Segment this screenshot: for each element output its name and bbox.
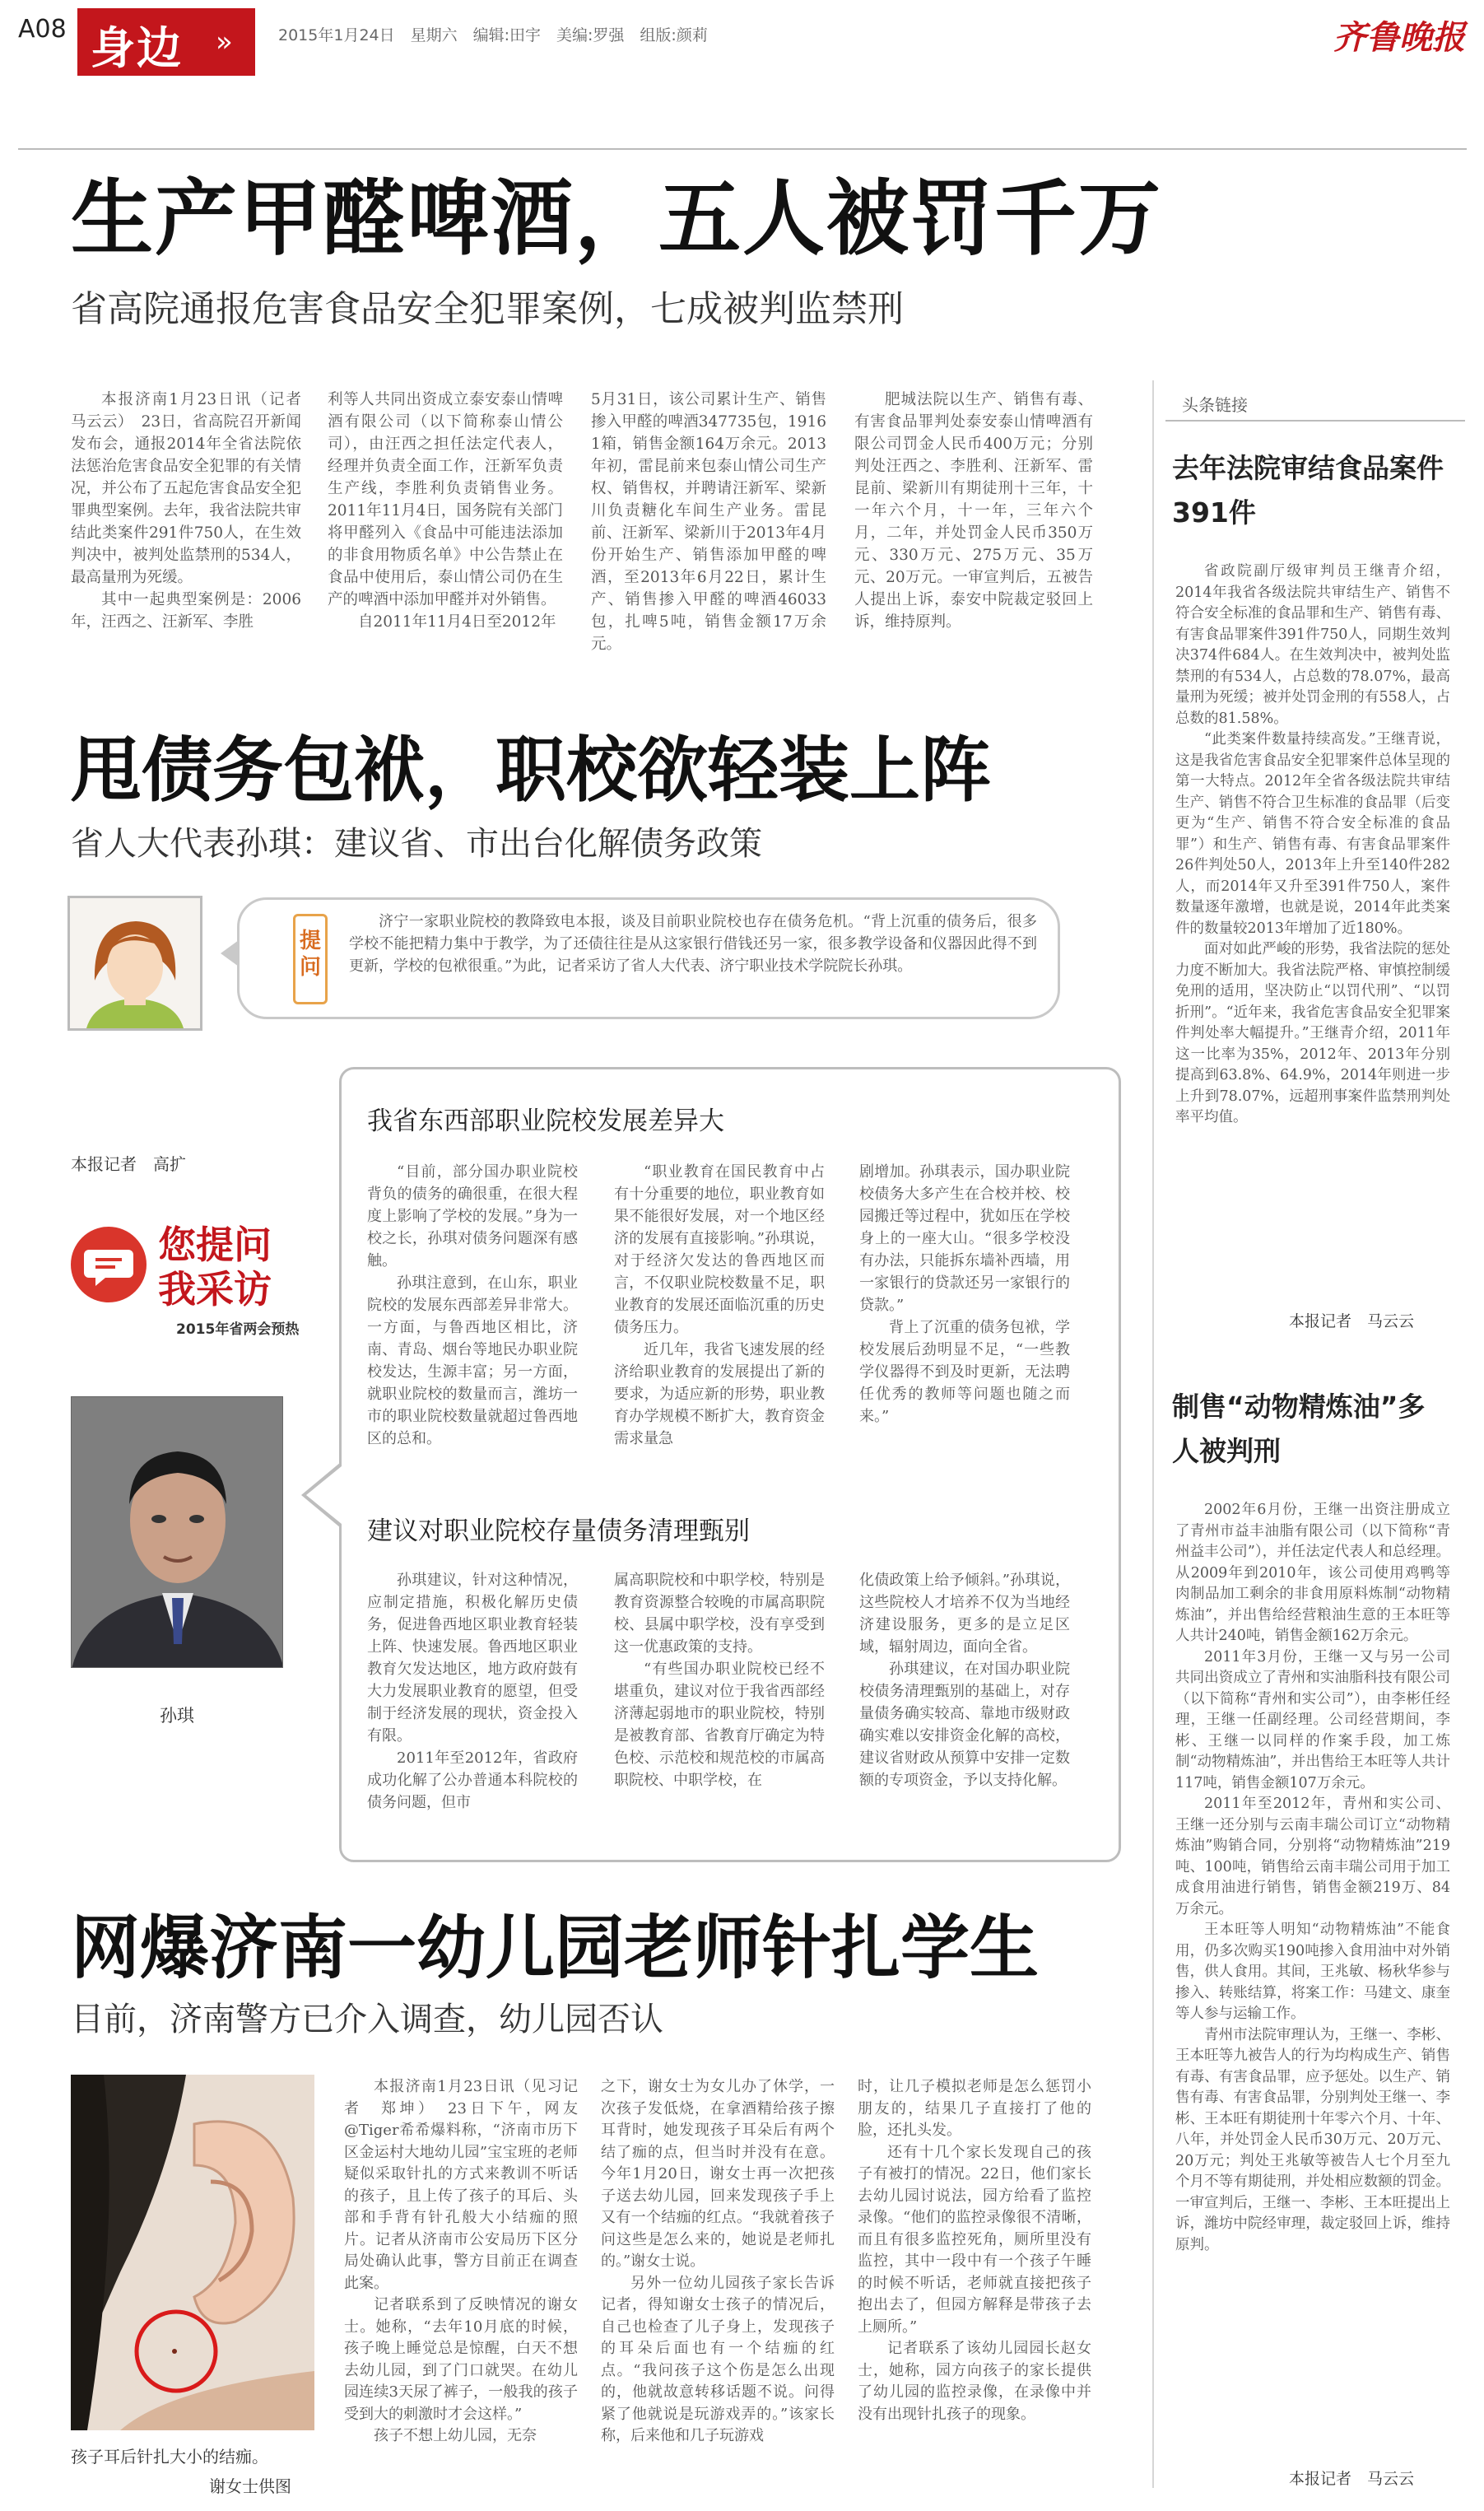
story3-column-1 [344,2076,578,2488]
story2-headline: 甩债务包袱，职校欲轻装上阵 [71,729,991,812]
paragraph: 自2011年11月4日至2012年 [358,613,556,631]
paragraph: 化债政策上给予倾斜。”孙琪说，这些院校人才培养不仅为当地经济建设服务，更多的是立足区域，辐射周边，面向全省。 [859,1572,1070,1656]
story1-subheadline: 省高院通报危害食品安全犯罪案例，七成被判监禁刑 [71,288,904,330]
paragraph: “职业教育在国民教育中占有十分重要的地位，职业教育如果不能很好发展，对一个地区经济的发展有直接影响。”孙琪说，对于经济欠发达的鲁西地区而言，不仅职业院校数量不足，职业教育的发展还面临沉重的历史债务压力。 [614,1163,825,1336]
paragraph: 省政院副厅级审判员王继青介绍，2014年我省各级法院共审结生产、销售不符合安全标准的食品罪和生产、销售有毒、有害食品罪案件391件750人，同期生效判决374件684人。在生效判决中，被判处监禁刑的有534人，占总数的78.07%，最高量刑为死缓；被并处罚金刑的有558人，占总数的81.58%。 [1175,563,1450,727]
badge-line-1: 您提问 [158,1223,272,1267]
paragraph: 孙琪建议，针对这种情况，应制定措施，积极化解历史债务，促进鲁西地区职业教育轻装上阵、快速发展。鲁西地区职业教育欠发达地区，地方政府鼓有大力发展职业教育的愿望，但受制于经济发展的现状，资金投入有限。 [367,1572,578,1745]
section-title-1: 我省东西部职业院校发展差异大 [367,1106,724,1136]
sidebar-title-1: 去年法院审结食品案件391件 [1172,452,1444,529]
s1-column-3 [859,1161,1070,1480]
section-name: 身边 [91,22,183,74]
question-tag: 提问 [293,914,328,1004]
paragraph: 之下，谢女士为女儿办了休学，一次孩子发低烧，在拿酒精给孩子擦耳背时，她发现孩子耳朵后有两个结了痂的点，但当时并没有在意。今年1月20日，谢女士再一次把孩子送去幼儿园，回来发现孩子手上又有一个结痂的红点。“我就着孩子问这些是怎么来的，她说是老师扎的。”谢女士说。 [601,2078,835,2270]
sidebar-byline-2: 本报记者 马云云 [1288,2470,1414,2488]
story3-headline: 网爆济南一幼儿园老师针扎学生 [71,1908,1040,1988]
paragraph: 面对如此严峻的形势，我省法院的惩处力度不断加大。我省法院严格、审慎控制缓免刑的适用，坚决防止“以罚代刑”、“以罚折刑”。“近年来，我省危害食品安全犯罪案件判处率大幅提升。”王继青介绍，2011年这一比率为35%，2012年、2013年分别提高到63.8%、64.9%，2014年则进一步上升到78.07%，远超刑事案件监禁刑判处率平均值。 [1175,941,1450,1125]
story2-byline: 本报记者 高扩 [71,1154,186,1174]
interviewee-caption: 孙琪 [160,1706,194,1726]
question-text [349,911,1037,1013]
badge-caption: 2015年省两会预热 [176,1321,300,1338]
header-divider [18,148,1467,150]
paragraph: 利等人共同出资成立泰安泰山情啤酒有限公司（以下简称泰山情公司），由汪西之担任法定代表人，经理并负责全面工作，汪新军负责生产线，李胜利负责销售业务。2011年11月4日，国务院有关部门将甲醛列入《食品中可能违法添加的非食用物质名单》中公告禁止在食品中使用后，泰山情公司仍在生产的啤酒中添加甲醛并对外销售。 [328,391,563,608]
reader-avatar [67,896,202,1031]
speech-bubble-icon [71,1227,147,1302]
portrait-icon [72,1397,283,1668]
s2-column-1 [367,1569,578,1844]
paragraph: 孙琪建议，在对国办职业院校债务清理甄别的基础上，对存量债务确实较高、靠地市级财政确实难以安排资金化解的高校，建议省财政从预算中安排一定数额的专项资金，予以支持化解。 [859,1661,1070,1789]
paragraph: 王本旺等人明知“动物精炼油”不能食用，仍多次购买190吨掺入食用油中对外销售，供人食用。其间，王兆敏、杨秋华参与掺入、转账结算，将案工作：马建文、康奎等人参与运输工作。 [1175,1922,1450,2022]
paragraph: 背上了沉重的债务包袱，学校发展后劲明显不足，“一些教学仪器得不到及时更新，无法聘任优秀的教师等问题也随之而来。” [859,1319,1070,1425]
sidebar-divider [1152,380,1154,2488]
avatar-icon [70,898,200,1028]
paragraph: 剧增加。孙琪表示，国办职业院校债务大多产生在合校并校、校园搬迁等过程中，犹如压在学校身上的一座大山。“很多学校没有办法，只能拆东墙补西墙，用一家银行的贷款还另一家银行的贷款。” [859,1163,1070,1314]
story1-column-1 [71,389,301,657]
paragraph: 孩子不想上幼儿园，无奈 [374,2427,537,2444]
paragraph: 近几年，我省飞速发展的经济给职业教育的发展提出了新的要求，为适应新的形势，职业教育办学规模不断扩大，教育资金需求量急 [614,1341,825,1447]
story1-column-2 [328,389,563,657]
paragraph: 2011年至2012年，省政府成功化解了公办普通本科院校的债务问题，但市 [367,1749,578,1811]
masthead-logo: 齐鲁晚报 [1333,18,1465,57]
interviewee-photo [71,1396,283,1668]
ear-photo-caption: 孩子耳后针扎大小的结痂。 [71,2447,268,2467]
s2-column-2 [614,1569,825,1844]
ear-photo [71,2075,314,2430]
story1-column-4 [854,389,1093,657]
story3-column-3 [858,2076,1091,2488]
story2-subheadline: 省人大代表孙琪：建议省、市出台化解债务政策 [71,825,762,863]
paragraph: 济宁一家职业院校的教降致电本报，谈及目前职业院校也存在债务危机。“背上沉重的债务后，很多学校不能把精力集中于教学，为了还债往往是从这家银行借钱还另一家，很多教学设备和仪器因此得不到更新，学校的包袱很重。”为此，记者采访了省人大代表、济宁职业技术学院院长孙琪。 [349,913,1037,975]
paragraph: 肥城法院以生产、销售有毒、有害食品罪判处泰安泰山情啤酒有限公司罚金人民币400万元；分别判处汪西之、李胜利、汪新军、雷昆前、梁新川有期徒刑十三年，十一年六个月，十一年，三年六个月，二年，并处罚金人民币350万元、330万元、275万元、35万元、20万元。一审宣判后，五被告人提出上诉，泰安中院裁定驳回上诉，维持原判。 [854,391,1093,631]
sidebar-body-1 [1175,561,1450,1307]
story3-subheadline: 目前，济南警方已介入调查，幼儿园否认 [71,2001,663,2038]
bubble-pointer [221,940,239,967]
s2-column-3 [859,1569,1070,1844]
box-pointer-inner [306,1466,342,1524]
sidebar-label: 头条链接 [1182,395,1248,415]
paragraph: 2011年3月份，王继一又与另一公司共同出资成立了青州和实油脂科技有限公司（以下简称“青州和实公司”），由李彬任经理，王继一任副经理。公司经营期间，李彬、王继一以同样的作案手段，加工炼制“动物精炼油”，并出售给王本旺等人共计117吨，销售金额107万余元。 [1175,1648,1450,1791]
paragraph: “有些国办职业院校已经不堪重负，建议对位于我省西部经济薄起弱地市的职业院校，特别是被教育部、省教育厅确定为特色校、示范校和规范校的市属高职院校、中职学校，在 [614,1661,825,1789]
chevron-right-icon: » [216,26,233,58]
ear-photo-credit: 谢女士供图 [209,2476,291,2496]
paragraph: 2011年至2012年，青州和实公司、王继一还分别与云南丰瑞公司订立“动物精炼油”购销合同，分别将“动物精炼油”219吨、100吨，销售给云南丰瑞公司用于加工成食用油进行销售，销售金额219万、84万余元。 [1175,1796,1450,1917]
story1-column-3 [591,389,826,657]
paragraph: 属高职院校和中职学校，特别是教育资源整合较晚的市属高职院校、县属中职学校，没有享受到这一优惠政策的支持。 [614,1572,825,1656]
paragraph: 还有十几个家长发现自己的孩子有被打的情况。22日，他们家长去幼儿园讨说法，园方给看了监控录像。“他们的监控录像很不清晰，而且有很多监控死角，厕所里没有监控，其中一段中有一个孩子午睡的时候不听话，老师就直接把孩子抱出去了，但园方解释是带孩子去上厕所。” [858,2143,1091,2336]
paragraph: 记者联系了该幼儿园园长赵女士，她称，园方向孩子的家长提供了幼儿园的监控录像，在录像中并没有出现针扎孩子的现象。 [858,2340,1091,2423]
paragraph: 记者联系到了反映情况的谢女士。她称，“去年10月底的时候，孩子晚上睡觉总是惊醒，白天不想去幼儿园，到了门口就哭。在幼儿园连续3天尿了裤子，一般我的孩子受到大的刺激时才会这样。” [344,2296,578,2423]
sidebar-label-rule [1165,420,1465,422]
photo-icon [71,2075,314,2430]
paragraph: 其中一起典型案例是：2006年，汪西之、汪新军、李胜 [71,591,301,631]
story1-headline: 生产甲醛啤酒，五人被罚千万 [71,170,1162,267]
paragraph: “此类案件数量持续高发。”王继青说，这是我省危害食品安全犯罪案件总体呈现的第一大特点。2012年全省各级法院共审结生产、销售不符合卫生标准的食品罪（后变更为“生产、销售不符合安全标准的食品罪”）和生产、销售有毒、有害食品罪案件26件判处50人，2013年上升至140件282人，而2014年又升至391件750人，案件数量逐年激增，也就是说，2014年此类案件的数量较2013年增加了近180%。 [1175,731,1450,937]
paragraph: “目前，部分国办职业院校背负的债务的确很重，在很大程度上影响了学校的发展。”身为一校之长，孙琪对债务问题深有感触。 [367,1163,578,1269]
paragraph: 另外一位幼儿园孩子家长告诉记者，得知谢女士孩子的情况后，自己也检查了儿子身上，发现孩子的耳朵后面也有一个结痂的红点。“我问孩子这个伤是怎么出现的，他就故意转移话题不说。问得紧了他就说是玩游戏弄的。”该家长称，后来他和几子玩游戏 [601,2274,835,2444]
paragraph: 孙琪注意到，在山东，职业院校的发展东西部差异非常大。一方面，与鲁西地区相比，济南、青岛、烟台等地民办职业院校发达，生源丰富；另一方面，就职业院校的数量而言，潍坊一市的职业院校数量就超过鲁西地区的总和。 [367,1274,578,1447]
paragraph: 青州市法院审理认为，王继一、李彬、王本旺等九被告人的行为均构成生产、销售有毒、有害食品罪，应予惩处。以生产、销售有毒、有害食品罪，分别判处王继一、李彬、王本旺有期徒刑十年零六个月、十年、八年，并处罚金人民币30万元、20万元、20万元；判处王兆敏等被告人七个月至九个月不等有期徒刑，并处相应数额的罚金。一审宣判后，王继一、李彬、王本旺提出上诉，潍坊中院经审理，裁定驳回上诉，维持原判。 [1175,2026,1450,2253]
issue-meta: 2015年1月24日 星期六 编辑:田宇 美编:罗强 组版:颜莉 [278,26,708,44]
sidebar-body-2 [1175,1500,1450,2463]
s1-column-2 [614,1161,825,1480]
paragraph: 时，让几子模拟老师是怎么惩罚小朋友的，结果几子直接打了他的脸，还扎头发。 [858,2078,1091,2139]
s1-column-1 [367,1161,578,1480]
paragraph: 5月31日，该公司累计生产、销售掺入甲醛的啤酒347735包，1916 1箱，销售金额164万余元。2013年初，雷昆前来包泰山情公司生产权、销售权，并聘请汪新军、梁新川负责糖化车间生产业务。雷昆前、汪新军、梁新川于2013年4月份开始生产、销售添加甲醛的啤酒，至2013年6月22日，累计生产、销售掺入甲醛的啤酒46033包，扎啤5吨，销售金额17万余元。 [591,391,826,653]
badge-line-2: 我采访 [158,1267,272,1311]
paragraph: 2002年6月份，王继一出资注册成立了青州市益丰油脂有限公司（以下简称“青州益丰公司”），并任法定代表人和总经理。从2009年到2010年，该公司使用鸡鸭等肉制品加工剩余的非食用原料炼制“动物精炼油”，并出售给经营粮油生意的王本旺等人共计240吨，销售金额162万余元。 [1175,1502,1450,1644]
paragraph: 本报济南1月23日讯（见习记者 郑坤） 23日下午，网友@Tiger希希爆料称，“济南市历下区金运村大地幼儿园”宝宝班的老师疑似采取针扎的方式来教训不听话的孩子，且上传了孩子的耳后、头部和手背有针孔般大小结痂的照片。记者从济南市公安局历下区分局处确认此事，警方目前正在调查此案。 [344,2078,578,2292]
section-tab [77,8,255,76]
paragraph: 本报济南1月23日讯（记者 马云云） 23日，省高院召开新闻发布会，通报2014年全省法院依法惩治危害食品安全犯罪的有关情况，并公布了五起危害食品安全犯罪典型案例。去年，我省法院共审结此类案件291件750人，在生效判决中，被判处监禁刑的534人，最高量刑为死缓。 [71,391,301,586]
story3-column-2 [601,2076,835,2488]
section-title-2: 建议对职业院校存量债务清理甄别 [367,1516,750,1546]
sidebar-title-2: 制售“动物精炼油”多人被判刑 [1172,1391,1426,1467]
page-number: A08 [18,15,67,44]
sidebar-byline-1: 本报记者 马云云 [1288,1312,1414,1330]
